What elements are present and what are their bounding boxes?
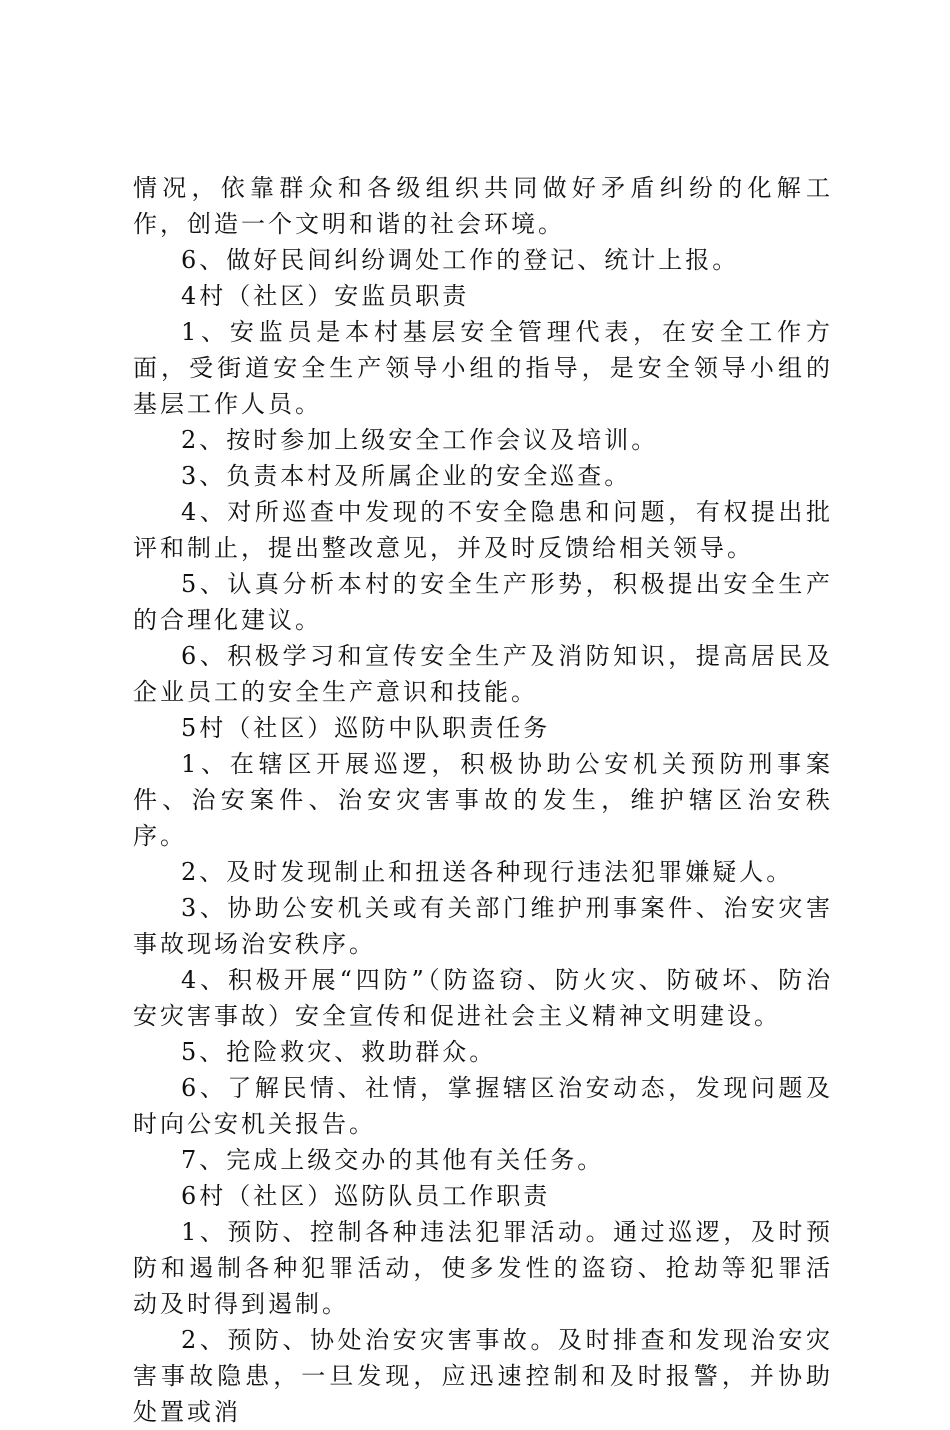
section-heading: 5村（社区）巡防中队职责任务 — [181, 714, 551, 742]
list-item: 6、了解民情、社情，掌握辖区治安动态，发现问题及时向公安机关报告。 — [133, 1074, 833, 1138]
section-heading: 4村（社区）安监员职责 — [181, 282, 470, 310]
list-item: 2、按时参加上级安全工作会议及培训。 — [181, 426, 659, 454]
list-item: 4、积极开展“四防”（防盗窃、防火灾、防破坏、防治安灾害事故）安全宣传和促进社会主义精神文明建设。 — [133, 966, 833, 1030]
section-heading: 6村（社区）巡防队员工作职责 — [181, 1182, 551, 1210]
paragraph-continuation: 情况，依靠群众和各级组织共同做好矛盾纠纷的化解工作，创造一个文明和谐的社会环境。 — [133, 174, 833, 238]
list-item: 6、做好民间纠纷调处工作的登记、统计上报。 — [181, 246, 740, 274]
list-item: 2、预防、协处治安灾害事故。及时排查和发现治安灾害事故隐患，一旦发现，应迅速控制和及时报警，并协助处置或消 — [133, 1326, 833, 1426]
list-item: 7、完成上级交办的其他有关任务。 — [181, 1146, 605, 1174]
list-item: 1、安监员是本村基层安全管理代表，在安全工作方面，受街道安全生产领导小组的指导，是安全领导小组的基层工作人员。 — [133, 318, 833, 418]
list-item: 3、负责本村及所属企业的安全巡查。 — [181, 462, 632, 490]
list-item: 3、协助公安机关或有关部门维护刑事案件、治安灾害事故现场治安秩序。 — [133, 894, 833, 958]
list-item: 5、认真分析本村的安全生产形势，积极提出安全生产的合理化建议。 — [133, 570, 833, 634]
document-body — [133, 170, 833, 1430]
list-item: 1、预防、控制各种违法犯罪活动。通过巡逻，及时预防和遏制各种犯罪活动，使多发性的盗窃、抢劫等犯罪活动及时得到遏制。 — [133, 1218, 833, 1318]
list-item: 4、对所巡查中发现的不安全隐患和问题，有权提出批评和制止，提出整改意见，并及时反馈给相关领导。 — [133, 498, 833, 562]
list-item: 6、积极学习和宣传安全生产及消防知识，提高居民及企业员工的安全生产意识和技能。 — [133, 642, 833, 706]
list-item: 1、在辖区开展巡逻，积极协助公安机关预防刑事案件、治安案件、治安灾害事故的发生，维护辖区治安秩序。 — [133, 750, 833, 850]
list-item: 5、抢险救灾、救助群众。 — [181, 1038, 497, 1066]
list-item: 2、及时发现制止和扭送各种现行违法犯罪嫌疑人。 — [181, 858, 794, 886]
